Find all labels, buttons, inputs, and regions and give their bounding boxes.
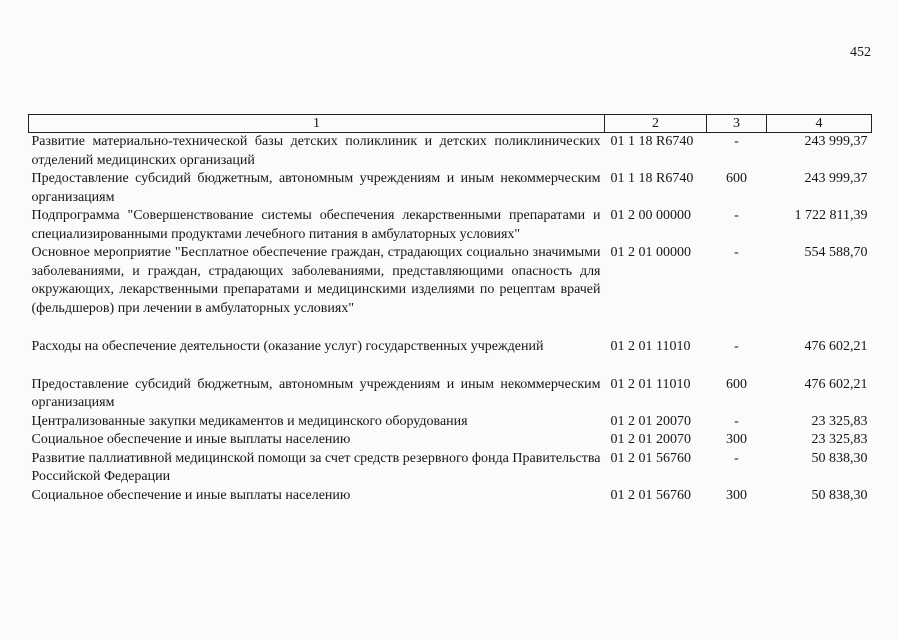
row-name: Социальное обеспечение и иные выплаты населению [31, 487, 351, 503]
row-code: 01 2 01 00000 [610, 245, 691, 260]
row-name: Централизованные закупки медикаментов и медицинского оборудования [31, 413, 468, 429]
row-type: - [734, 208, 739, 223]
row-name: Развитие материально-технической базы детских поликлиник и детских поликлинических отделений медицинских организаций [31, 134, 601, 168]
table-row [29, 133, 872, 171]
row-type: 300 [726, 487, 747, 503]
row-code: 01 2 01 20070 [610, 413, 691, 429]
table-row [29, 450, 872, 487]
budget-table [28, 114, 872, 505]
row-name: Основное мероприятие "Бесплатное обеспечение граждан, страдающих социально значимыми заболеваниями, и граждан, страдающих заболеваниями, представляющими опасность для окружающих, лекарственными препаратами и медицинскими изделиями по рецептам врачей (фельдшеров) при лечении в амбулаторных условиях" [31, 245, 601, 316]
row-code: 01 2 01 11010 [610, 376, 691, 392]
row-code: 01 2 01 56760 [610, 450, 691, 466]
column-header-code: 2 [605, 115, 707, 133]
row-code: 01 2 00 00000 [610, 208, 691, 223]
row-amount: 476 602,21 [804, 376, 868, 392]
column-header-amount: 4 [767, 115, 872, 133]
row-code: 01 2 01 20070 [610, 432, 691, 447]
row-type: 300 [726, 432, 747, 447]
row-type: 600 [726, 376, 747, 392]
row-code: 01 1 18 R6740 [610, 134, 694, 149]
row-amount: 23 325,83 [811, 432, 868, 447]
table-row [29, 431, 872, 450]
row-type: - [734, 413, 739, 429]
table-row [29, 170, 872, 207]
row-amount: 50 838,30 [811, 450, 868, 466]
table-row [29, 207, 872, 244]
row-type: - [734, 450, 739, 466]
column-header-name: 1 [29, 115, 605, 133]
row-amount: 476 602,21 [804, 339, 868, 354]
row-code: 01 2 01 11010 [610, 339, 691, 354]
page-number: 452 [850, 45, 871, 60]
row-name: Предоставление субсидий бюджетным, автономным учреждениям и иным некоммерческим организациям [31, 171, 601, 205]
row-name: Социальное обеспечение и иные выплаты населению [31, 432, 351, 447]
row-code: 01 2 01 56760 [610, 487, 691, 503]
row-amount: 50 838,30 [811, 487, 868, 503]
row-type: - [734, 134, 739, 149]
column-header-type: 3 [707, 115, 767, 133]
table-row [29, 487, 872, 506]
row-name: Подпрограмма "Совершенствование системы обеспечения лекарственными препаратами и специализированными продуктами лечебного питания в амбулаторных условиях" [31, 208, 601, 242]
row-amount: 554 588,70 [804, 245, 868, 260]
row-type: 600 [726, 171, 747, 186]
row-type: - [734, 339, 739, 354]
table-row [29, 413, 872, 432]
table-row [29, 244, 872, 338]
row-type: - [734, 245, 739, 260]
row-amount: 243 999,37 [804, 171, 868, 186]
row-name: Развитие паллиативной медицинской помощи за счет средств резервного фонда Правительства Российской Федерации [31, 450, 601, 484]
row-code: 01 1 18 R6740 [610, 171, 694, 186]
row-name: Расходы на обеспечение деятельности (оказание услуг) государственных учреждений [31, 339, 544, 354]
table-row [29, 338, 872, 376]
row-name: Предоставление субсидий бюджетным, автономным учреждениям и иным некоммерческим организациям [31, 376, 601, 410]
row-amount: 1 722 811,39 [794, 208, 868, 223]
table-header-row [29, 115, 872, 133]
row-amount: 23 325,83 [811, 413, 868, 429]
row-amount: 243 999,37 [804, 134, 868, 149]
table-row [29, 376, 872, 413]
